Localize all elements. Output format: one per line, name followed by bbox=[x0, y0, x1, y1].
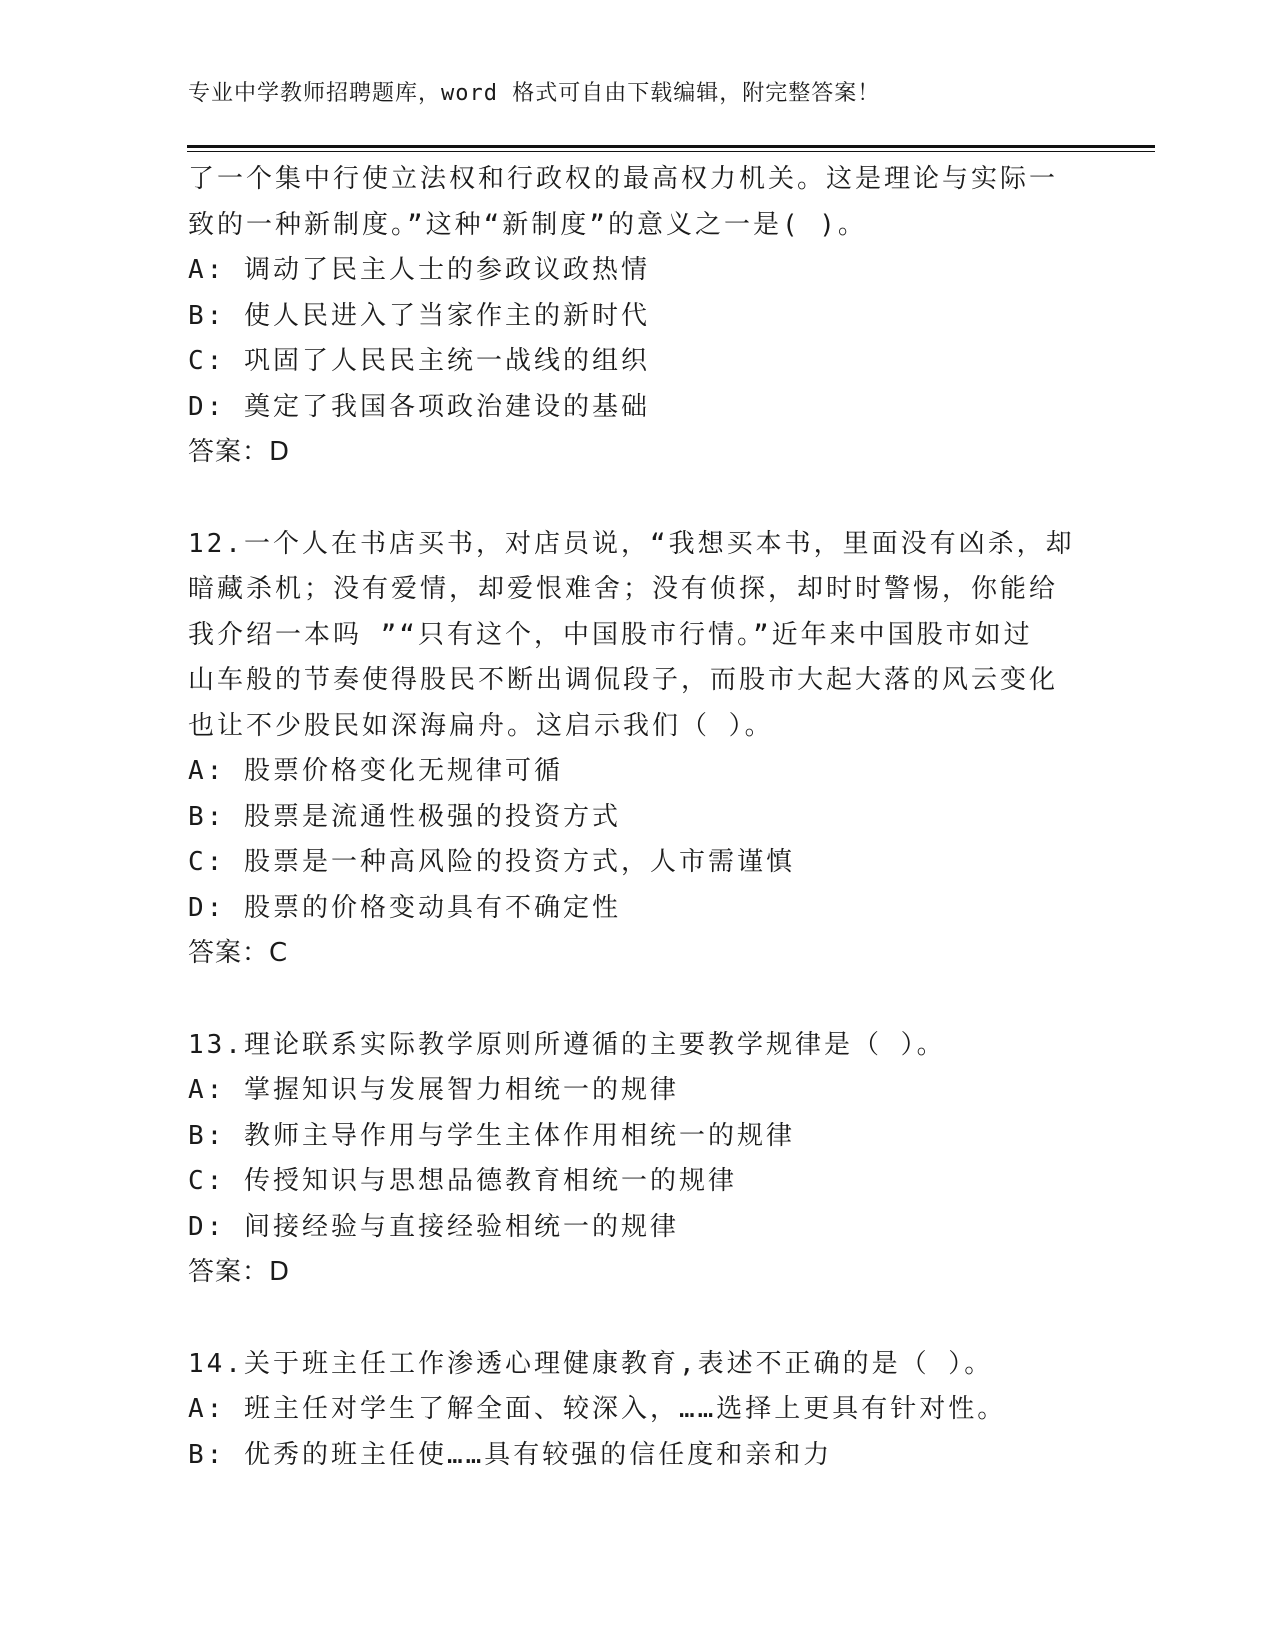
question-11 bbox=[188, 157, 1088, 476]
question-14 bbox=[188, 1342, 1088, 1479]
spacer bbox=[188, 476, 1088, 522]
header-divider-thick bbox=[187, 145, 1155, 148]
option-c: C: 巩固了人民民主统一战线的组织 bbox=[188, 346, 650, 376]
document-body bbox=[188, 157, 1088, 1478]
option-a: A: 班主任对学生了解全面、较深入，……选择上更具有针对性。 bbox=[188, 1394, 1007, 1424]
question-stem-line: 14.关于班主任工作渗透心理健康教育,表述不正确的是（ ）。 bbox=[188, 1348, 994, 1379]
answer-line: 答案：D bbox=[188, 1257, 291, 1287]
option-a: A: 股票价格变化无规律可循 bbox=[188, 756, 563, 786]
question-13 bbox=[188, 1023, 1088, 1296]
question-stem-line: 了一个集中行使立法权和行政权的最高权力机关。这是理论与实际一 bbox=[188, 164, 1059, 194]
spacer bbox=[188, 1296, 1088, 1342]
option-d: D: 间接经验与直接经验相统一的规律 bbox=[188, 1211, 679, 1242]
option-d: D: 股票的价格变动具有不确定性 bbox=[188, 892, 621, 923]
question-stem-line: 12.一个人在书店买书，对店员说，“我想买本书，里面没有凶杀，却 bbox=[188, 528, 1075, 559]
question-stem-line: 致的一种新制度。”这种“新制度”的意义之一是( )。 bbox=[188, 209, 867, 240]
question-stem-line: 13.理论联系实际教学原则所遵循的主要教学规律是（ ）。 bbox=[188, 1029, 946, 1060]
option-b: B: 优秀的班主任使……具有较强的信任度和亲和力 bbox=[188, 1439, 833, 1470]
question-stem-line: 我介绍一本吗 ”“只有这个，中国股市行情。”近年来中国股市如过 bbox=[188, 619, 1033, 650]
question-stem-line: 山车般的节奏使得股民不断出调侃段子，而股市大起大落的风云变化 bbox=[188, 665, 1059, 695]
option-a: A: 调动了民主人士的参政议政热情 bbox=[188, 255, 650, 285]
option-c: C: 传授知识与思想品德教育相统一的规律 bbox=[188, 1166, 737, 1196]
option-b: B: 教师主导作用与学生主体作用相统一的规律 bbox=[188, 1120, 795, 1151]
spacer bbox=[188, 977, 1088, 1023]
answer-line: 答案：D bbox=[188, 437, 291, 467]
question-stem-line: 暗藏杀机；没有爱情，却爱恨难舍；没有侦探，却时时警惕，你能给 bbox=[188, 574, 1059, 604]
option-c: C: 股票是一种高风险的投资方式，人市需谨慎 bbox=[188, 847, 795, 877]
page-header: 专业中学教师招聘题库，word 格式可自由下载编辑，附完整答案！ bbox=[188, 81, 881, 106]
option-b: B: 股票是流通性极强的投资方式 bbox=[188, 801, 621, 832]
question-12 bbox=[188, 522, 1088, 977]
header-divider-thin bbox=[187, 151, 1155, 152]
option-b: B: 使人民进入了当家作主的新时代 bbox=[188, 300, 650, 331]
answer-line: 答案：C bbox=[188, 938, 289, 968]
option-a: A: 掌握知识与发展智力相统一的规律 bbox=[188, 1075, 679, 1105]
option-d: D: 奠定了我国各项政治建设的基础 bbox=[188, 391, 650, 422]
question-stem-line: 也让不少股民如深海扁舟。这启示我们（ ）。 bbox=[188, 710, 774, 741]
